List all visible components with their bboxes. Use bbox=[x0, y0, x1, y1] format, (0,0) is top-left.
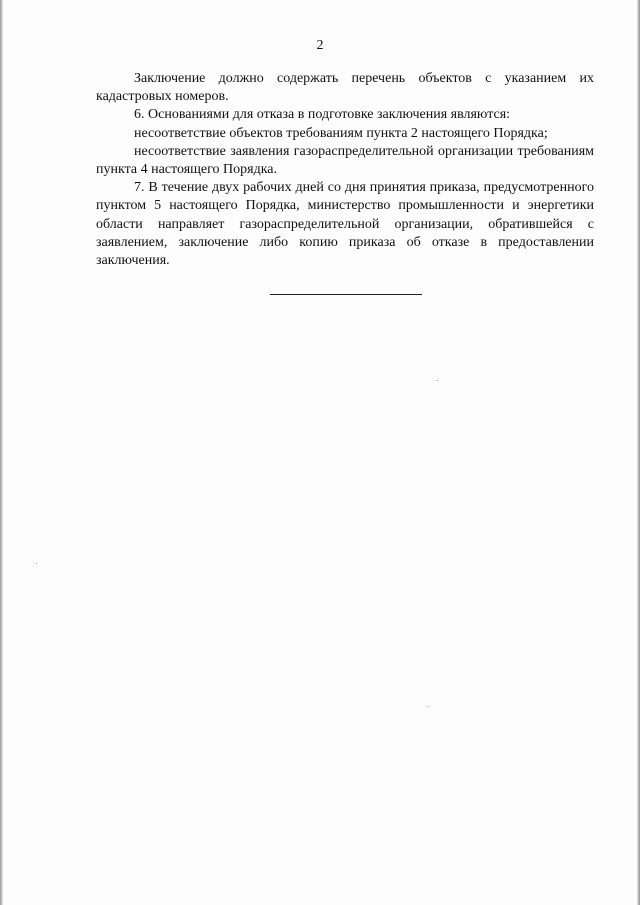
end-separator-line bbox=[270, 294, 422, 295]
paragraph-refusal-grounds: 6. Основаниями для отказа в подготовке заключения являются: bbox=[134, 107, 511, 123]
scan-speck bbox=[36, 563, 37, 564]
scan-speck bbox=[437, 380, 438, 381]
scan-edge-left bbox=[0, 0, 3, 905]
scan-speck bbox=[428, 706, 429, 707]
document-body bbox=[96, 70, 594, 270]
page-number: 2 bbox=[316, 38, 324, 53]
paragraph-cadastral-list: Заключение должно содержать перечень объектов с указанием их кадастровых номеров. bbox=[96, 71, 594, 105]
paragraph-delivery-term: 7. В течение двух рабочих дней со дня принятия приказа, предусмотренного пунктом 5 настоящего Порядка, министерство промышленности и энергетики области направляет газораспределительной организации, обратившейся с заявлением, заключение либо копию приказа об отказе в предоставлении заключения. bbox=[96, 180, 594, 269]
paragraph-ground-objects: несоответствие объектов требованиям пункта 2 настоящего Порядка; bbox=[134, 125, 548, 141]
paragraph-ground-application: несоответствие заявления газораспределительной организации требованиям пункта 4 настоящего Порядка. bbox=[96, 143, 594, 178]
